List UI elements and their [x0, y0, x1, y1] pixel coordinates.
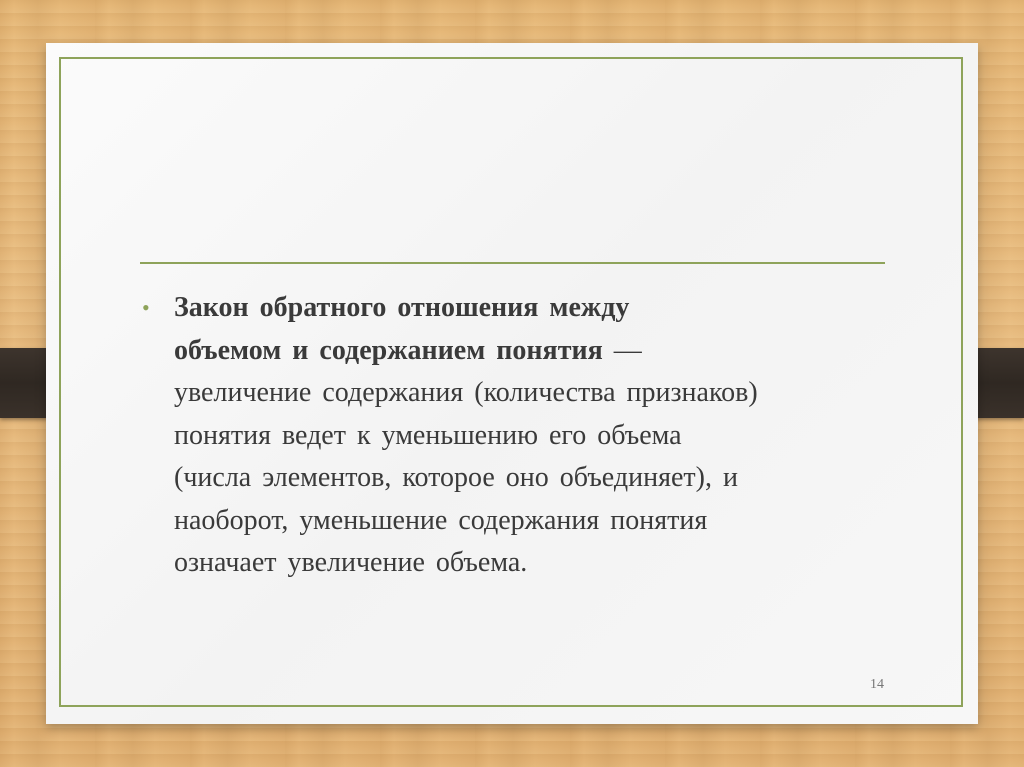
- bullet-icon: •: [142, 295, 150, 320]
- text-line-7: означает увеличение объема.: [174, 547, 528, 578]
- slide-body: [142, 287, 902, 585]
- text-line-5: (числа элементов, которое оно объединяет), и: [174, 462, 738, 493]
- page-number: 14: [870, 677, 884, 692]
- text-line-1-content: Закон обратного отношения между: [174, 292, 630, 323]
- bullet-text: [174, 287, 864, 585]
- text-line-4: понятия ведет к уменьшению его объема: [174, 419, 682, 451]
- text-line-6: наоборот, уменьшение содержания понятия: [174, 504, 708, 536]
- slide-card: [46, 43, 978, 724]
- text-line-1: [174, 287, 864, 330]
- text-line-3: увеличение содержания (количества признаков): [174, 377, 758, 408]
- title-divider: [140, 262, 885, 264]
- text-line-2: [174, 330, 864, 373]
- em-dash: —: [602, 334, 642, 366]
- text-line-2-content: объемом и содержанием понятия: [174, 334, 603, 366]
